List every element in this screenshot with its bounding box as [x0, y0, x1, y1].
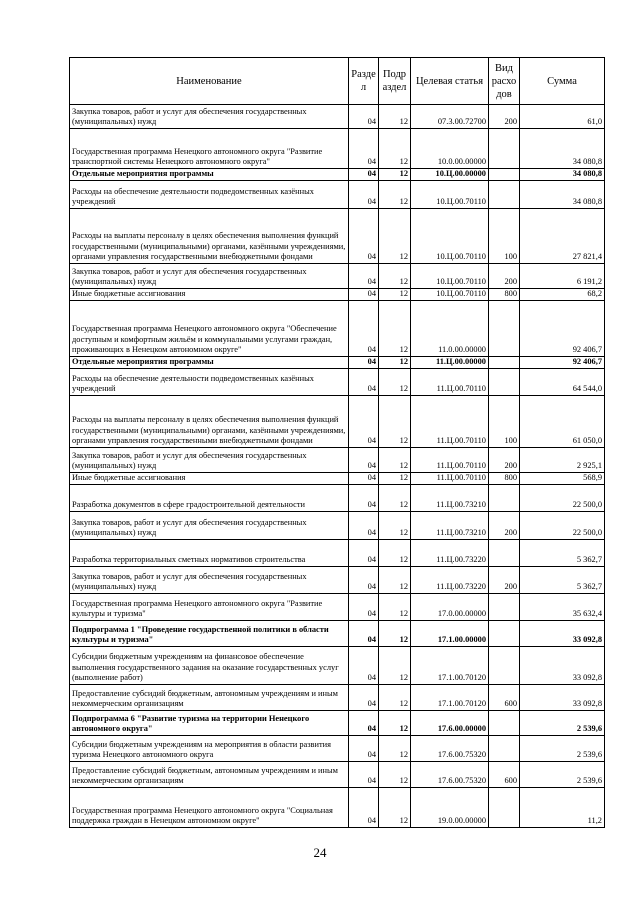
row-amount-cell: 34 080,8 — [520, 169, 605, 181]
row-name-cell: Расходы на обеспечение деятельности подведомственных казённых учреждений — [70, 369, 349, 396]
table-row — [70, 129, 605, 169]
row-section-cell: 04 — [349, 473, 379, 485]
row-section-cell: 04 — [349, 685, 379, 711]
row-subsection-cell: 12 — [379, 448, 411, 473]
table-row — [70, 711, 605, 736]
row-section-cell: 04 — [349, 762, 379, 788]
row-name-cell: Разработка территориальных сметных нормативов строительства — [70, 540, 349, 567]
row-amount-cell: 34 080,8 — [520, 181, 605, 209]
row-name-cell: Предоставление субсидий бюджетным, автономным учреждениям и иным некоммерческим организациям — [70, 685, 349, 711]
row-section-cell: 04 — [349, 169, 379, 181]
row-target-item-cell: 17.6.00.75320 — [411, 736, 489, 762]
row-name-cell: Подпрограмма 6 "Развитие туризма на территории Ненецкого автономного округа" — [70, 711, 349, 736]
header-expense-type: Вид расхо дов — [489, 58, 520, 105]
row-section-cell: 04 — [349, 396, 379, 448]
row-section-cell: 04 — [349, 264, 379, 289]
row-amount-cell: 2 539,6 — [520, 762, 605, 788]
row-target-item-cell: 11.Ц.00.70110 — [411, 448, 489, 473]
table-row — [70, 567, 605, 594]
row-amount-cell: 33 092,8 — [520, 621, 605, 647]
row-subsection-cell: 12 — [379, 647, 411, 685]
row-expense-type-cell — [489, 647, 520, 685]
row-expense-type-cell: 200 — [489, 264, 520, 289]
table-row — [70, 105, 605, 129]
row-expense-type-cell: 200 — [489, 105, 520, 129]
row-subsection-cell: 12 — [379, 567, 411, 594]
row-target-item-cell: 11.Ц.00.73210 — [411, 485, 489, 512]
row-amount-cell: 568,9 — [520, 473, 605, 485]
row-amount-cell: 61 050,0 — [520, 396, 605, 448]
row-name-cell: Отдельные мероприятия программы — [70, 169, 349, 181]
table-row — [70, 289, 605, 301]
row-target-item-cell: 10.Ц.00.00000 — [411, 169, 489, 181]
row-name-cell: Подпрограмма 1 "Проведение государственной политики в области культуры и туризма" — [70, 621, 349, 647]
row-amount-cell: 92 406,7 — [520, 301, 605, 357]
row-amount-cell: 27 821,4 — [520, 209, 605, 264]
row-amount-cell: 34 080,8 — [520, 129, 605, 169]
table-row — [70, 369, 605, 396]
row-section-cell: 04 — [349, 647, 379, 685]
table-row — [70, 512, 605, 540]
row-subsection-cell: 12 — [379, 621, 411, 647]
row-amount-cell: 2 539,6 — [520, 736, 605, 762]
row-expense-type-cell — [489, 621, 520, 647]
table-row — [70, 540, 605, 567]
table-row — [70, 181, 605, 209]
row-subsection-cell: 12 — [379, 685, 411, 711]
table-row — [70, 209, 605, 264]
row-section-cell: 04 — [349, 711, 379, 736]
row-section-cell: 04 — [349, 512, 379, 540]
row-subsection-cell: 12 — [379, 396, 411, 448]
row-subsection-cell: 12 — [379, 129, 411, 169]
row-target-item-cell: 07.3.00.72700 — [411, 105, 489, 129]
row-target-item-cell: 10.0.00.00000 — [411, 129, 489, 169]
row-expense-type-cell — [489, 369, 520, 396]
table-row — [70, 788, 605, 828]
table-row — [70, 473, 605, 485]
row-target-item-cell: 17.6.00.75320 — [411, 762, 489, 788]
row-expense-type-cell — [489, 357, 520, 369]
page-number: 24 — [313, 845, 327, 860]
table-row — [70, 264, 605, 289]
row-name-cell: Разработка документов в сфере градостроительной деятельности — [70, 485, 349, 512]
row-section-cell: 04 — [349, 788, 379, 828]
row-expense-type-cell — [489, 711, 520, 736]
row-target-item-cell: 10.Ц.00.70110 — [411, 264, 489, 289]
row-expense-type-cell — [489, 540, 520, 567]
row-target-item-cell: 17.0.00.00000 — [411, 594, 489, 621]
row-expense-type-cell — [489, 594, 520, 621]
row-section-cell: 04 — [349, 209, 379, 264]
row-target-item-cell: 19.0.00.00000 — [411, 788, 489, 828]
row-amount-cell: 2 925,1 — [520, 448, 605, 473]
row-name-cell: Закупка товаров, работ и услуг для обеспечения государственных (муниципальных) нужд — [70, 264, 349, 289]
row-expense-type-cell — [489, 181, 520, 209]
row-amount-cell: 35 632,4 — [520, 594, 605, 621]
header-amount: Сумма — [520, 58, 605, 105]
row-subsection-cell: 12 — [379, 512, 411, 540]
row-name-cell: Закупка товаров, работ и услуг для обеспечения государственных (муниципальных) нужд — [70, 105, 349, 129]
row-name-cell: Субсидии бюджетным учреждениям на мероприятия в области развития туризма Ненецкого автономного округа — [70, 736, 349, 762]
row-name-cell: Субсидии бюджетным учреждениям на финансовое обеспечение выполнения государственного задания на оказание государственных услуг (выполнение работ) — [70, 647, 349, 685]
row-subsection-cell: 12 — [379, 473, 411, 485]
row-name-cell: Расходы на обеспечение деятельности подведомственных казённых учреждений — [70, 181, 349, 209]
table-header-row — [70, 58, 605, 105]
row-target-item-cell: 11.Ц.00.70110 — [411, 396, 489, 448]
row-expense-type-cell — [489, 736, 520, 762]
row-section-cell: 04 — [349, 301, 379, 357]
row-section-cell: 04 — [349, 289, 379, 301]
header-name: Наименование — [70, 58, 349, 105]
row-target-item-cell: 11.Ц.00.73210 — [411, 512, 489, 540]
row-amount-cell: 5 362,7 — [520, 540, 605, 567]
row-subsection-cell: 12 — [379, 181, 411, 209]
row-expense-type-cell: 200 — [489, 448, 520, 473]
header-section: Разде л — [349, 58, 379, 105]
row-amount-cell: 5 362,7 — [520, 567, 605, 594]
header-target-item: Целевая статья — [411, 58, 489, 105]
row-expense-type-cell — [489, 129, 520, 169]
row-amount-cell: 64 544,0 — [520, 369, 605, 396]
row-amount-cell: 68,2 — [520, 289, 605, 301]
row-expense-type-cell: 100 — [489, 396, 520, 448]
row-subsection-cell: 12 — [379, 788, 411, 828]
table-row — [70, 485, 605, 512]
table-body — [70, 105, 605, 828]
row-subsection-cell: 12 — [379, 736, 411, 762]
table-row — [70, 448, 605, 473]
row-name-cell: Иные бюджетные ассигнования — [70, 289, 349, 301]
row-amount-cell: 33 092,8 — [520, 647, 605, 685]
row-target-item-cell: 11.Ц.00.73220 — [411, 540, 489, 567]
row-subsection-cell: 12 — [379, 169, 411, 181]
row-target-item-cell: 17.1.00.70120 — [411, 685, 489, 711]
row-expense-type-cell — [489, 169, 520, 181]
table-row — [70, 762, 605, 788]
row-subsection-cell: 12 — [379, 209, 411, 264]
row-name-cell: Отдельные мероприятия программы — [70, 357, 349, 369]
table-row — [70, 685, 605, 711]
header-subsection: Подр аздел — [379, 58, 411, 105]
row-section-cell: 04 — [349, 567, 379, 594]
row-subsection-cell: 12 — [379, 105, 411, 129]
row-subsection-cell: 12 — [379, 357, 411, 369]
table-row — [70, 357, 605, 369]
row-name-cell: Государственная программа Ненецкого автономного округа "Развитие транспортной системы Ненецкого автономного округа" — [70, 129, 349, 169]
table-row — [70, 736, 605, 762]
row-section-cell: 04 — [349, 485, 379, 512]
row-expense-type-cell — [489, 301, 520, 357]
table-row — [70, 647, 605, 685]
row-amount-cell: 2 539,6 — [520, 711, 605, 736]
row-amount-cell: 61,0 — [520, 105, 605, 129]
row-subsection-cell: 12 — [379, 264, 411, 289]
row-section-cell: 04 — [349, 129, 379, 169]
row-section-cell: 04 — [349, 621, 379, 647]
row-subsection-cell: 12 — [379, 301, 411, 357]
row-section-cell: 04 — [349, 181, 379, 209]
row-amount-cell: 22 500,0 — [520, 512, 605, 540]
row-subsection-cell: 12 — [379, 369, 411, 396]
row-amount-cell: 92 406,7 — [520, 357, 605, 369]
row-target-item-cell: 17.6.00.00000 — [411, 711, 489, 736]
row-subsection-cell: 12 — [379, 762, 411, 788]
budget-table — [69, 57, 605, 828]
row-section-cell: 04 — [349, 105, 379, 129]
row-amount-cell: 6 191,2 — [520, 264, 605, 289]
row-target-item-cell: 10.Ц.00.70110 — [411, 209, 489, 264]
row-amount-cell: 22 500,0 — [520, 485, 605, 512]
row-section-cell: 04 — [349, 448, 379, 473]
row-name-cell: Закупка товаров, работ и услуг для обеспечения государственных (муниципальных) нужд — [70, 567, 349, 594]
row-target-item-cell: 10.Ц.00.70110 — [411, 181, 489, 209]
row-expense-type-cell — [489, 788, 520, 828]
row-name-cell: Расходы на выплаты персоналу в целях обеспечения выполнения функций государственными (муниципальными) органами, казёнными учреждениями, органами управления государственными внебюджетными фондами — [70, 209, 349, 264]
row-name-cell: Предоставление субсидий бюджетным, автономным учреждениям и иным некоммерческим организациям — [70, 762, 349, 788]
row-target-item-cell: 17.1.00.70120 — [411, 647, 489, 685]
row-section-cell: 04 — [349, 736, 379, 762]
row-amount-cell: 33 092,8 — [520, 685, 605, 711]
row-name-cell: Государственная программа Ненецкого автономного округа "Развитие культуры и туризма" — [70, 594, 349, 621]
row-name-cell: Закупка товаров, работ и услуг для обеспечения государственных (муниципальных) нужд — [70, 512, 349, 540]
row-target-item-cell: 10.Ц.00.70110 — [411, 289, 489, 301]
row-expense-type-cell: 600 — [489, 685, 520, 711]
row-expense-type-cell: 800 — [489, 289, 520, 301]
row-subsection-cell: 12 — [379, 485, 411, 512]
row-expense-type-cell: 100 — [489, 209, 520, 264]
row-expense-type-cell: 200 — [489, 567, 520, 594]
row-section-cell: 04 — [349, 594, 379, 621]
row-name-cell: Государственная программа Ненецкого автономного округа "Обеспечение доступным и комфортным жильём и коммунальными услугами граждан, проживающих в Ненецком автономном округе" — [70, 301, 349, 357]
table-row — [70, 396, 605, 448]
table-row — [70, 301, 605, 357]
row-section-cell: 04 — [349, 369, 379, 396]
row-name-cell: Закупка товаров, работ и услуг для обеспечения государственных (муниципальных) нужд — [70, 448, 349, 473]
table-row — [70, 621, 605, 647]
row-section-cell: 04 — [349, 540, 379, 567]
row-target-item-cell: 11.Ц.00.70110 — [411, 473, 489, 485]
row-target-item-cell: 11.Ц.00.73220 — [411, 567, 489, 594]
row-expense-type-cell: 600 — [489, 762, 520, 788]
row-amount-cell: 11,2 — [520, 788, 605, 828]
row-section-cell: 04 — [349, 357, 379, 369]
row-target-item-cell: 11.0.00.00000 — [411, 301, 489, 357]
row-name-cell: Государственная программа Ненецкого автономного округа "Социальная поддержка граждан в Ненецком автономном округе" — [70, 788, 349, 828]
table-row — [70, 594, 605, 621]
row-subsection-cell: 12 — [379, 289, 411, 301]
table-row — [70, 169, 605, 181]
row-target-item-cell: 17.1.00.00000 — [411, 621, 489, 647]
row-target-item-cell: 11.Ц.00.70110 — [411, 369, 489, 396]
row-name-cell: Иные бюджетные ассигнования — [70, 473, 349, 485]
row-target-item-cell: 11.Ц.00.00000 — [411, 357, 489, 369]
row-subsection-cell: 12 — [379, 711, 411, 736]
row-subsection-cell: 12 — [379, 540, 411, 567]
row-expense-type-cell — [489, 485, 520, 512]
row-subsection-cell: 12 — [379, 594, 411, 621]
row-expense-type-cell: 200 — [489, 512, 520, 540]
row-expense-type-cell: 800 — [489, 473, 520, 485]
row-name-cell: Расходы на выплаты персоналу в целях обеспечения выполнения функций государственными (муниципальными) органами, казёнными учреждениями, органами управления государственными внебюджетными фондами — [70, 396, 349, 448]
